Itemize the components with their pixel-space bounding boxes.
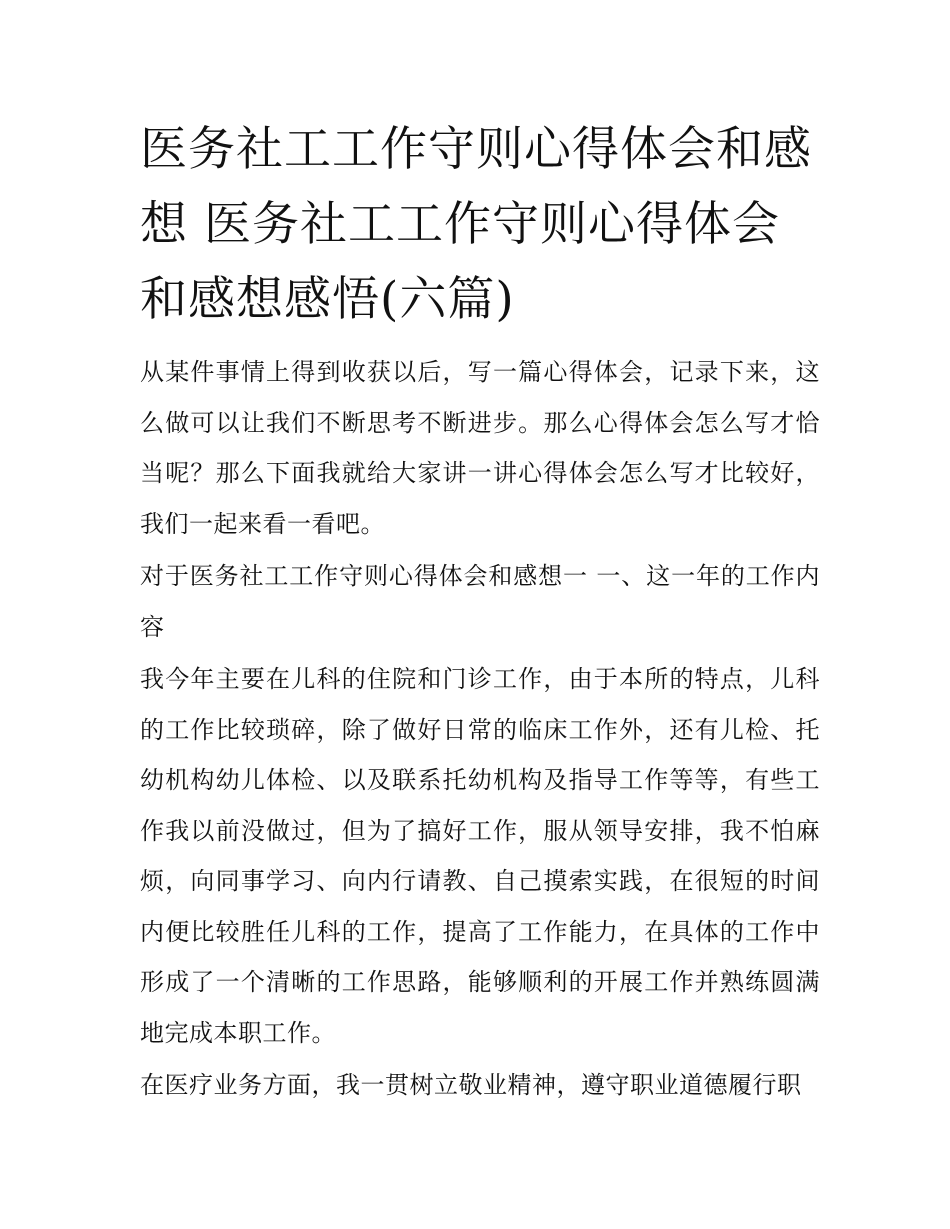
document-body: [140, 347, 820, 1111]
paragraph-medical-business: 在医疗业务方面，我一贯树立敬业精神，遵守职业道德履行职: [140, 1071, 802, 1099]
document-title: 医务社工工作守则心得体会和感想 医务社工工作守则心得体会和感想感悟(六篇): [140, 122, 812, 327]
document-page: [140, 112, 820, 1113]
paragraph-section-heading: 对于医务社工工作守则心得体会和感想一 一、这一年的工作内容: [140, 562, 820, 641]
paragraph-work-content: 我今年主要在儿科的住院和门诊工作，由于本所的特点，儿科的工作比较琐碎，除了做好日常的临床工作外，还有儿检、托幼机构幼儿体检、以及联系托幼机构及指导工作等等，有些工作我以前没做过，但为了搞好工作，服从领导安排，我不怕麻烦，向同事学习、向内行请教、自己摸索实践，在很短的时间内便比较胜任儿科的工作，提高了工作能力，在具体的工作中形成了一个清晰的工作思路，能够顺利的开展工作并熟练圆满地完成本职工作。: [140, 665, 820, 1047]
paragraph-intro: 从某件事情上得到收获以后，写一篇心得体会，记录下来，这么做可以让我们不断思考不断进步。那么心得体会怎么写才恰当呢？那么下面我就给大家讲一讲心得体会怎么写才比较好，我们一起来看一看吧。: [140, 358, 820, 538]
